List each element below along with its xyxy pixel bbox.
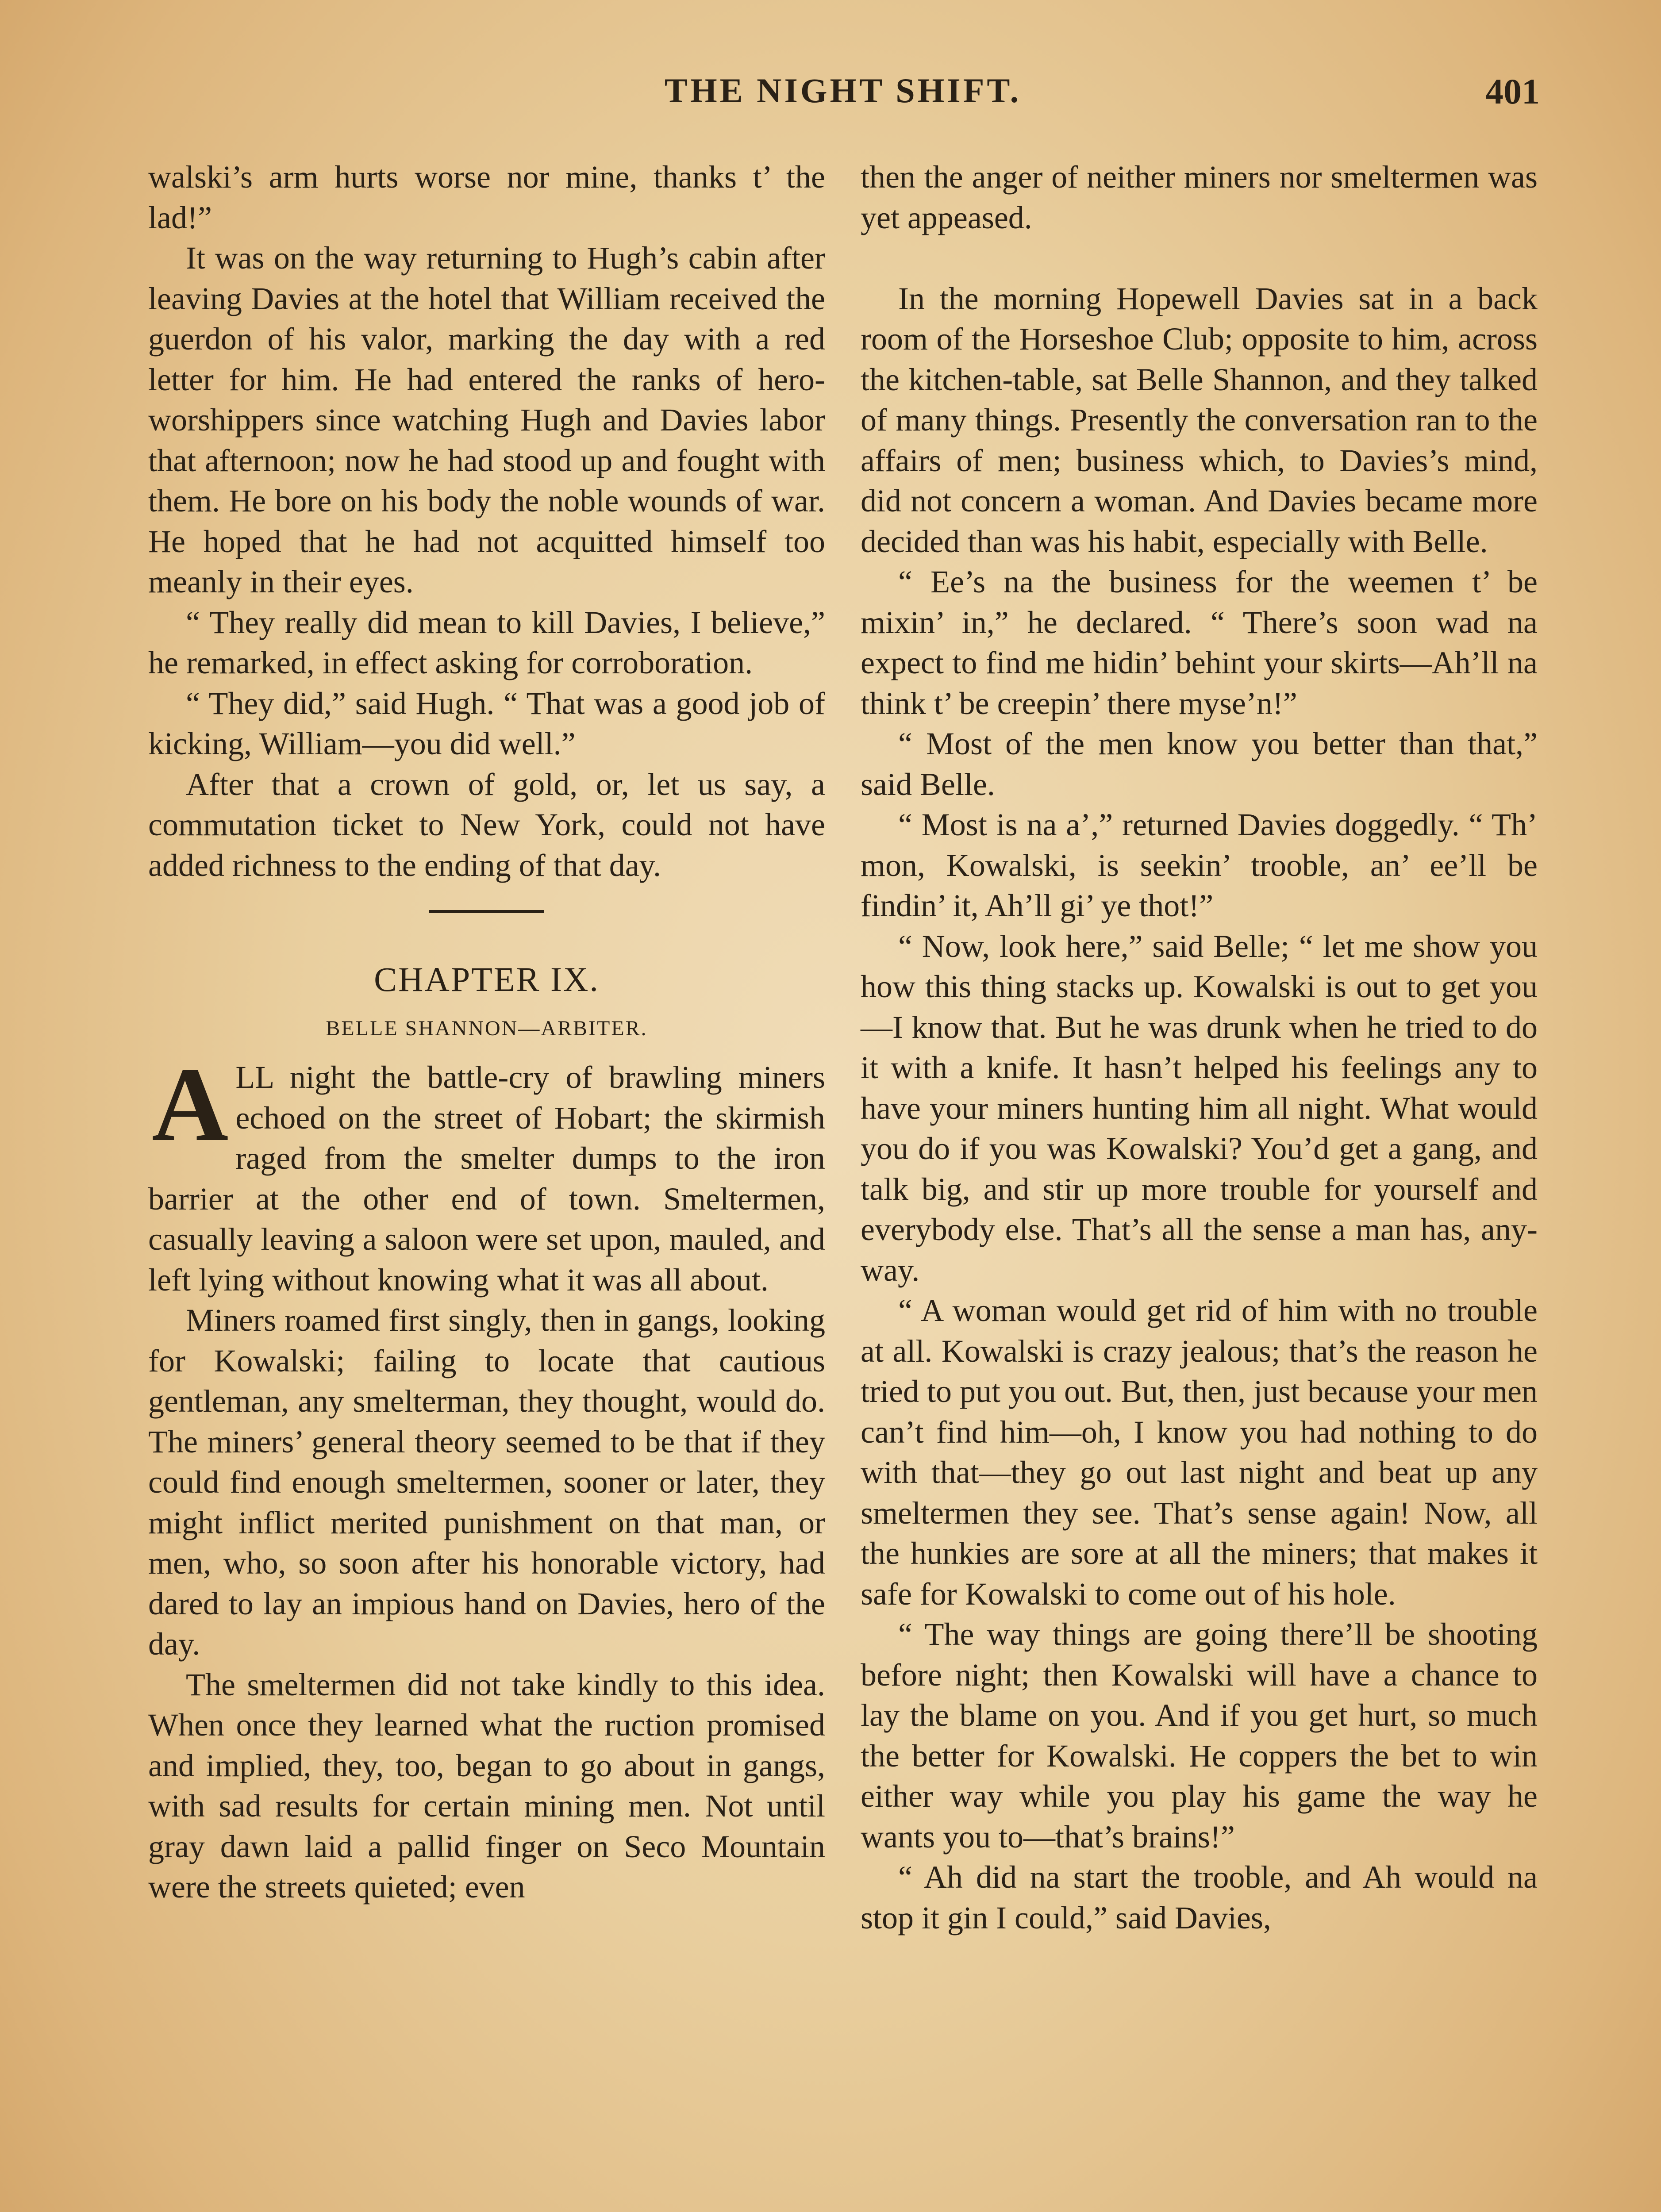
drop-cap: A	[152, 1045, 229, 1163]
paragraph: The smeltermen did not take kindly to this idea. When once they learned what the ruction promised and implied, they, too, began to go about in gangs, with sad results for certain mining men. Not until gray dawn laid a pallid finger on Seco Mountain were the streets quieted; even	[148, 1667, 825, 1905]
left-column	[148, 157, 825, 1908]
paragraph: then the anger of neither miners nor smeltermen was yet appeased.	[861, 159, 1538, 235]
paragraph: “ Now, look here,” said Belle; “ let me show you how this thing stacks up. Kowalski is out to get you—I know that. But he was drunk when he tried to do it with a knife. It hasn’t helped his feelings any to have your miners hunting him all night. What would you do if you was Kowalski? You’d get a gang, and talk big, and stir up more trouble for yourself and everybody else. That’s all the sense a man has, anyway.	[861, 928, 1538, 1288]
paragraph: “ Most is na a’,” returned Davies doggedly. “ Th’ mon, Kowalski, is seekin’ trooble, an’ ee’ll be findin’ it, Ah’ll gi’ ye thot!”	[861, 807, 1538, 923]
paragraph: “ The way things are going there’ll be shooting before night; then Kowalski will have a chance to lay the blame on you. And if you get hurt, so much the better for Kowalski. He coppers the bet to win either way while you play his game the way he wants you to—that’s brains!”	[861, 1617, 1538, 1855]
page-header	[146, 71, 1540, 119]
paragraph: “ Ah did na start the trooble, and Ah would na stop it gin I could,” said Davies,	[861, 1859, 1538, 1936]
chapter-opening-paragraph	[148, 1045, 825, 1300]
paragraph: In the morning Hopewell Davies sat in a back room of the Horseshoe Club; opposite to him, across the kitchen-table, sat Belle Shannon, and they talked of many things. Presently the conversation ran to the affairs of men; business which, to Davies’s mind, did not concern a woman. And Davies became more decided than was his habit, especially with Belle.	[861, 280, 1538, 559]
running-head: THE NIGHT SHIFT.	[664, 71, 1022, 110]
right-column	[861, 157, 1538, 1938]
paragraph: “ Ee’s na the business for the weemen t’ be mixin’ in,” he declared. “ There’s soon wad na expect to find me hidin’ behint your skirts—Ah’ll na think t’ be creepin’ there myse’n!”	[861, 564, 1538, 721]
paragraph: “ Most of the men know you better than that,” said Belle.	[861, 726, 1538, 802]
paragraph: “ They did,” said Hugh. “ That was a good job of kicking, William—you did well.”	[148, 685, 825, 761]
paragraph: “ A woman would get rid of him with no trouble at all. Kowalski is crazy jealous; that’s the reason he tried to put you out. But, then, just because your men can’t find him—oh, I know you had nothing to do with that—they go out last night and beat up any smeltermen they see. That’s sense again! Now, all the hunkies are sore at all the miners; that makes it safe for Kowalski to come out of his hole.	[861, 1293, 1538, 1612]
section-divider	[429, 910, 544, 913]
paragraph: It was on the way returning to Hugh’s cabin after leaving Davies at the hotel that William received the guerdon of his valor, marking the day with a red letter for him. He had entered the ranks of hero-worshippers since watching Hugh and Davies labor that afternoon; now he had stood up and fought with them. He bore on his body the noble wounds of war. He hoped that he had not acquitted himself too meanly in their eyes.	[148, 240, 825, 599]
chapter-title: CHAPTER IX.	[374, 960, 600, 998]
section-break	[861, 238, 1538, 279]
page-number: 401	[1485, 71, 1540, 111]
paragraph: After that a crown of gold, or, let us say, a commutation ticket to New York, could not have added richness to the ending of that day.	[148, 766, 825, 883]
paragraph: walski’s arm hurts worse nor mine, thanks t’ the lad!”	[148, 159, 825, 235]
chapter-subtitle: BELLE SHANNON—ARBITER.	[326, 1017, 648, 1040]
paragraph: Miners roamed first singly, then in gangs, looking for Kowalski; failing to locate that cautious gentleman, any smelterman, they thought, would do. The miners’ general theory seemed to be that if they could find enough smeltermen, sooner or later, they might inflict merited punishment on that man, or men, who, so soon after his honorable victory, had dared to lay an impious hand on Davies, hero of the day.	[148, 1302, 825, 1662]
chapter-opening-text: LL night the battle-cry of brawling miners echoed on the street of Hobart; the skirmish raged from the smelter dumps to the iron barrier at the other end of town. Smeltermen, casually leaving a saloon were set upon, mauled, and left lying without knowing what it was all about.	[148, 1060, 825, 1298]
paragraph: “ They really did mean to kill Davies, I believe,” he remarked, in effect asking for corroboration.	[148, 604, 825, 680]
